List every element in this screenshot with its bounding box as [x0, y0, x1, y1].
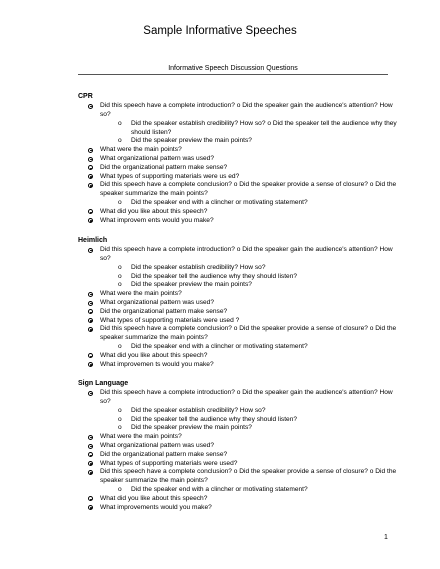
question-item	[78, 495, 398, 504]
circle-bullet-icon: o	[118, 343, 122, 351]
question-item	[78, 433, 398, 442]
target-bullet-icon	[88, 318, 93, 323]
target-bullet-icon	[88, 452, 93, 457]
question-item	[78, 325, 398, 343]
question-text: Did the speaker end with a clincher or motivating statement?	[131, 199, 308, 207]
sub-question	[78, 137, 398, 146]
target-bullet-icon	[88, 435, 93, 440]
question-item	[78, 181, 398, 199]
circle-bullet-icon: o	[118, 272, 122, 280]
section-heimlich	[78, 237, 398, 369]
target-bullet-icon	[88, 505, 93, 510]
target-bullet-icon	[88, 292, 93, 297]
target-bullet-icon	[88, 174, 93, 179]
sub-question	[78, 264, 398, 273]
question-item	[78, 217, 398, 226]
question-item	[78, 164, 398, 173]
question-item	[78, 352, 398, 361]
sub-question	[78, 407, 398, 416]
question-text: Did this speech have a complete introduction? o Did the speaker gain the audience's attention? How so?	[100, 389, 393, 406]
circle-bullet-icon: o	[118, 406, 122, 414]
section-heading: CPR	[78, 93, 93, 100]
question-text: What types of supporting materials were used?	[100, 459, 238, 467]
question-text: Did this speech have a complete conclusion? o Did the speaker provide a sense of closure? o Did the speaker summarize the main points?	[100, 468, 397, 485]
question-item	[78, 468, 398, 486]
target-bullet-icon	[88, 209, 93, 214]
question-text: What organizational pattern was used?	[100, 299, 214, 307]
question-text: Did the speaker tell the audience why they should listen?	[131, 272, 298, 280]
question-item	[78, 208, 398, 217]
target-bullet-icon	[88, 148, 93, 153]
question-text: Did the speaker preview the main points?	[131, 424, 252, 432]
question-text: What organizational pattern was used?	[100, 155, 214, 163]
section-heading: Sign Language	[78, 380, 129, 387]
page-number: 1	[384, 534, 388, 541]
circle-bullet-icon: o	[118, 424, 122, 432]
sub-question	[78, 273, 398, 282]
question-text: Did the organizational pattern make sense?	[100, 450, 228, 458]
section-sign-language	[78, 380, 398, 512]
question-text: Did the speaker establish credibility? How so?	[131, 263, 266, 271]
question-text: What did you like about this speech?	[100, 351, 208, 359]
question-text: What did you like about this speech?	[100, 494, 208, 502]
target-bullet-icon	[88, 496, 93, 501]
target-bullet-icon	[88, 248, 93, 253]
circle-bullet-icon: o	[118, 263, 122, 271]
question-item	[78, 460, 398, 469]
target-bullet-icon	[88, 309, 93, 314]
question-text: What improvem ents would you make?	[100, 216, 214, 224]
question-item	[78, 173, 398, 182]
target-bullet-icon	[88, 362, 93, 367]
circle-bullet-icon: o	[118, 137, 122, 145]
page-title: Sample Informative Speeches	[143, 25, 297, 37]
target-bullet-icon	[88, 165, 93, 170]
question-text: Did this speech have a complete introduction? o Did the speaker gain the audience's attention? How so?	[100, 102, 393, 119]
question-text: Did this speech have a complete introduction? o Did the speaker gain the audience's attention? How so?	[100, 246, 393, 263]
question-text: Did the speaker preview the main points?	[131, 281, 252, 289]
question-text: Did the organizational pattern make sense?	[100, 163, 228, 171]
sub-question	[78, 486, 398, 495]
question-text: What types of supporting materials were used ?	[100, 316, 240, 324]
question-text: Did the speaker end with a clincher or motivating statement?	[131, 343, 308, 351]
question-item	[78, 146, 398, 155]
sub-question	[78, 416, 398, 425]
question-item	[78, 361, 398, 370]
question-text: Did the speaker end with a clincher or motivating statement?	[131, 486, 308, 494]
question-text: Did the organizational pattern make sense?	[100, 307, 228, 315]
question-text: What were the main points?	[100, 290, 182, 298]
sub-question	[78, 281, 398, 290]
circle-bullet-icon: o	[118, 281, 122, 289]
question-item	[78, 308, 398, 317]
question-item	[78, 451, 398, 460]
page-subtitle: Informative Speech Discussion Questions	[168, 65, 298, 72]
question-text: Did the speaker establish credibility? How so?	[131, 406, 266, 414]
sub-question	[78, 424, 398, 433]
target-bullet-icon	[88, 218, 93, 223]
question-text: Did the speaker preview the main points?	[131, 137, 252, 145]
target-bullet-icon	[88, 327, 93, 332]
target-bullet-icon	[88, 461, 93, 466]
question-item	[78, 389, 398, 407]
target-bullet-icon	[88, 391, 93, 396]
divider	[78, 74, 388, 75]
circle-bullet-icon: o	[118, 486, 122, 494]
question-text: What were the main points?	[100, 433, 182, 441]
target-bullet-icon	[88, 470, 93, 475]
target-bullet-icon	[88, 444, 93, 449]
target-bullet-icon	[88, 301, 93, 306]
question-item	[78, 317, 398, 326]
target-bullet-icon	[88, 157, 93, 162]
target-bullet-icon	[88, 104, 93, 109]
question-text: What types of supporting materials were us ed?	[100, 172, 240, 180]
circle-bullet-icon: o	[118, 199, 122, 207]
question-text: Did this speech have a complete conclusion? o Did the speaker provide a sense of closure? o Did the speaker summarize the main points?	[100, 181, 397, 198]
question-text: Did the speaker tell the audience why they should listen?	[131, 415, 298, 423]
question-item	[78, 290, 398, 299]
question-text: Did this speech have a complete conclusion? o Did the speaker provide a sense of closure? o Did the speaker summarize the main points?	[100, 325, 397, 342]
question-item	[78, 299, 398, 308]
question-text: Did the speaker establish credibility? How so? o Did the speaker tell the audience why they should listen?	[131, 119, 397, 136]
sub-question	[78, 120, 398, 138]
target-bullet-icon	[88, 353, 93, 358]
sub-question	[78, 343, 398, 352]
question-text: What were the main points?	[100, 146, 182, 154]
question-text: What improvemen ts would you make?	[100, 360, 214, 368]
circle-bullet-icon: o	[118, 119, 122, 127]
question-text: What organizational pattern was used?	[100, 442, 214, 450]
question-item	[78, 504, 398, 513]
question-item	[78, 102, 398, 120]
target-bullet-icon	[88, 183, 93, 188]
question-text: What did you like about this speech?	[100, 207, 208, 215]
section-cpr	[78, 93, 398, 225]
question-item	[78, 442, 398, 451]
question-item	[78, 155, 398, 164]
circle-bullet-icon: o	[118, 415, 122, 423]
section-heading: Heimlich	[78, 237, 108, 244]
question-item	[78, 246, 398, 264]
sub-question	[78, 199, 398, 208]
question-text: What improvements would you make?	[100, 503, 212, 511]
